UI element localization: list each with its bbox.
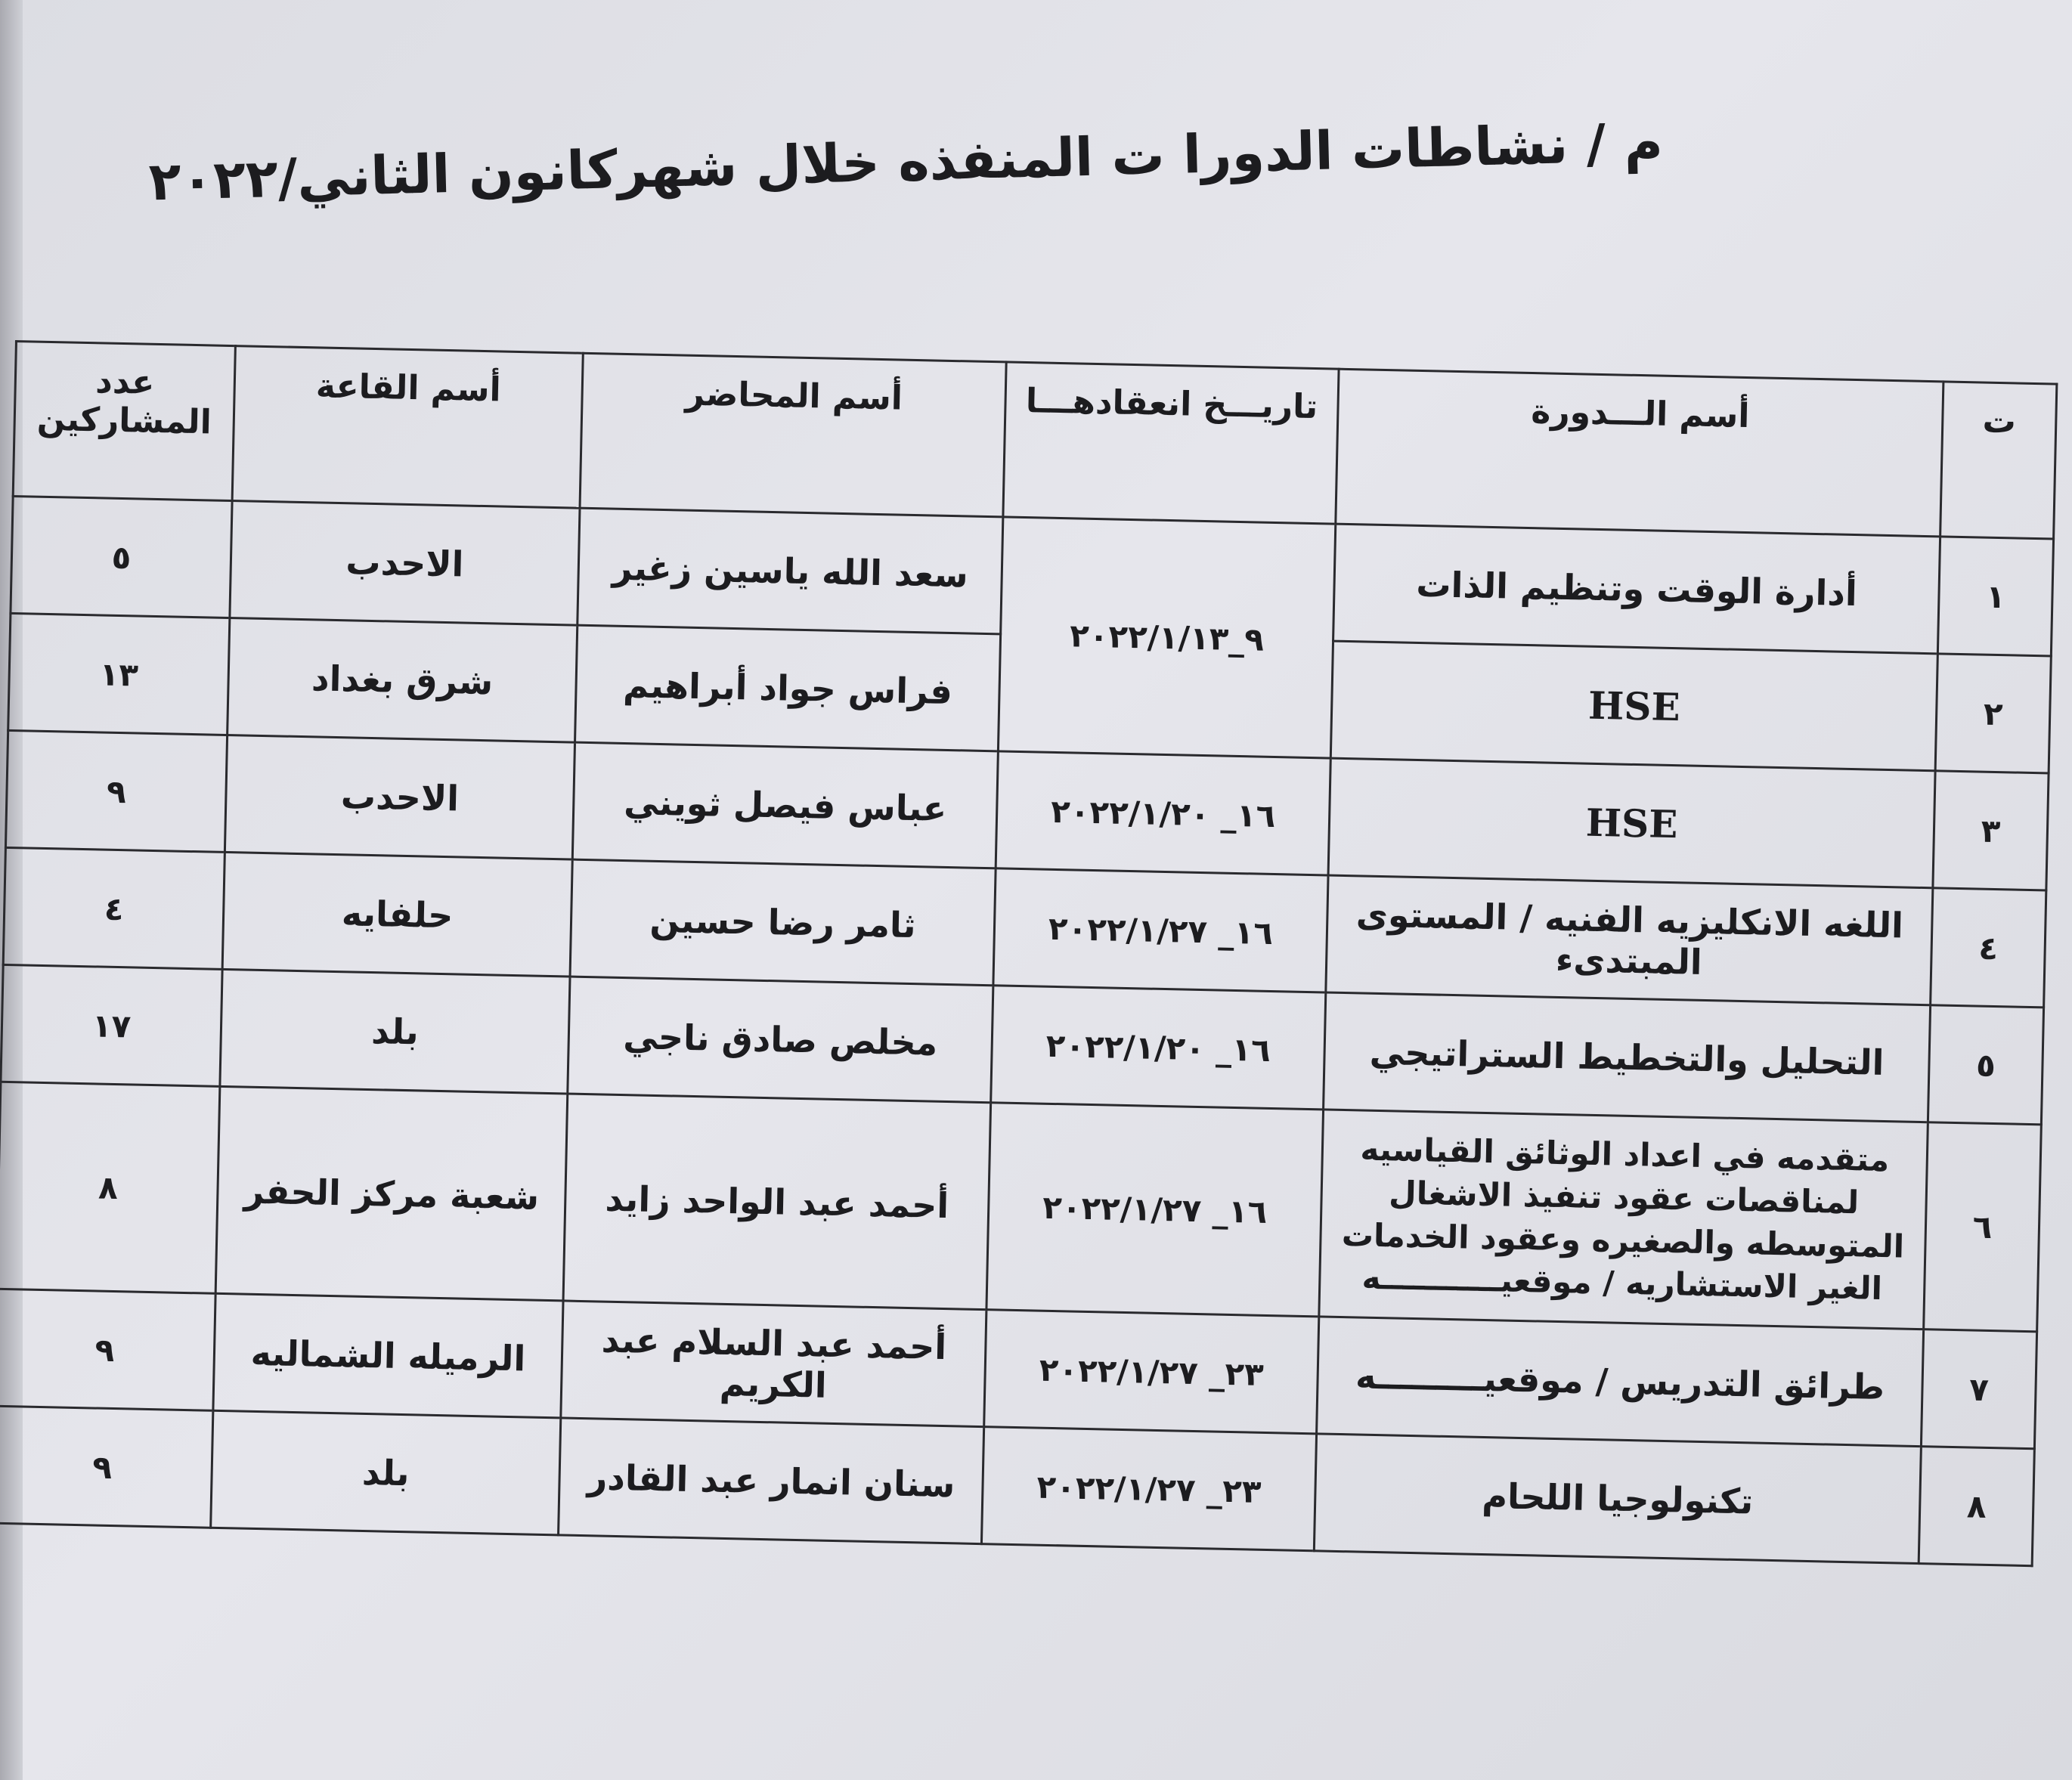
row-course: طرائق التدريس / موقعيـــــــــه: [1317, 1317, 1924, 1447]
row-date: ٩_٢٠٢٢/١/١٣: [998, 517, 1335, 758]
row-hall: الاحدب: [225, 735, 575, 859]
row-hall: شعبة مركز الحفر: [215, 1086, 568, 1301]
header-lecturer: أسم المحاضر: [580, 353, 1006, 517]
row-lecturer: سعد الله ياسين زغير: [578, 508, 1003, 634]
activities-table-wrapper: [0, 340, 2055, 1567]
row-date: ١٦_ ٢٠٢٢/١/٢٧: [993, 868, 1328, 992]
row-course: التحليل والتخطيط الستراتيجي: [1324, 992, 1931, 1122]
row-date: ٢٣_ ٢٠٢٢/١/٢٧: [984, 1310, 1319, 1434]
header-hall: أسم القاعة: [232, 346, 583, 509]
row-count: ٨: [0, 1082, 220, 1293]
row-course: اللغه الانكليزيه الفنيه / المستوى المبتدىء: [1326, 875, 1933, 1005]
row-count: ٤: [3, 847, 225, 969]
row-lecturer: عباس فيصل ثويني: [572, 742, 998, 868]
row-count: ٩: [0, 1289, 215, 1410]
row-count: ١٣: [8, 613, 230, 735]
row-lecturer: ثامر رضا حسين: [570, 859, 996, 986]
row-no: ٥: [1928, 1005, 2043, 1125]
row-date: ١٦_ ٢٠٢٢/١/٢٠: [996, 751, 1330, 875]
row-lecturer: أحمد عبد الواحد زايد: [563, 1094, 991, 1310]
row-lecturer: أحمد عبد السلام عبد الكريم: [561, 1301, 986, 1427]
row-no: ٨: [1919, 1447, 2034, 1566]
row-hall: بلد: [211, 1410, 561, 1535]
activities-table: [0, 340, 2058, 1567]
row-no: ١: [1937, 537, 2053, 656]
row-date: ١٦_ ٢٠٢٢/١/٢٧: [986, 1103, 1324, 1317]
row-course: HSE: [1330, 641, 1937, 771]
row-count: ٩: [0, 1406, 213, 1528]
row-course: تكنولوجيا اللحام: [1314, 1434, 1921, 1564]
row-no: ٦: [1924, 1122, 2042, 1332]
row-course: HSE: [1328, 758, 1935, 888]
row-lecturer: فراس جواد أبراهيم: [575, 625, 1001, 751]
header-course: أسم الـــدورة: [1336, 369, 1943, 537]
row-course: متقدمه في اعداد الوثائق القياسيه لمناقصات عقود تنفيذ الاشغال المتوسطه والصغيره وعقود الخدمات الغير الاستشاريه / موقعيـــــــــــه: [1319, 1110, 1928, 1330]
row-count: ١٧: [1, 964, 222, 1086]
row-no: ٢: [1935, 654, 2051, 773]
row-no: ٤: [1931, 888, 2046, 1008]
row-hall: حلفايه: [222, 852, 572, 977]
row-date: ١٦_ ٢٠٢٢/١/٢٠: [991, 986, 1326, 1110]
row-hall: شرق بغداد: [228, 618, 578, 743]
row-no: ٧: [1921, 1330, 2036, 1449]
row-lecturer: سنان انمار عبد القادر: [559, 1418, 984, 1544]
table-row: [0, 1082, 2041, 1331]
row-lecturer: مخلص صادق ناجي: [568, 977, 993, 1103]
page-title: م / نشاطات الدورا ت المنفذه خلال شهركانون الثاني/٢٠٢٢: [147, 110, 1664, 213]
row-hall: بلد: [220, 969, 570, 1094]
row-no: ٣: [1933, 771, 2049, 890]
row-count: ٥: [11, 496, 232, 618]
header-count: عدد المشاركين: [13, 342, 235, 501]
row-hall: الاحدب: [230, 501, 580, 626]
row-count: ٩: [5, 730, 227, 852]
header-no: ت: [1940, 382, 2057, 539]
row-date: ٢٣_ ٢٠٢٢/١/٢٧: [981, 1427, 1316, 1551]
row-course: أدارة الوقت وتنظيم الذات: [1333, 524, 1940, 654]
row-hall: الرميله الشماليه: [213, 1293, 563, 1418]
header-date: تاريـــخ انعقادهـــا: [1003, 362, 1339, 524]
